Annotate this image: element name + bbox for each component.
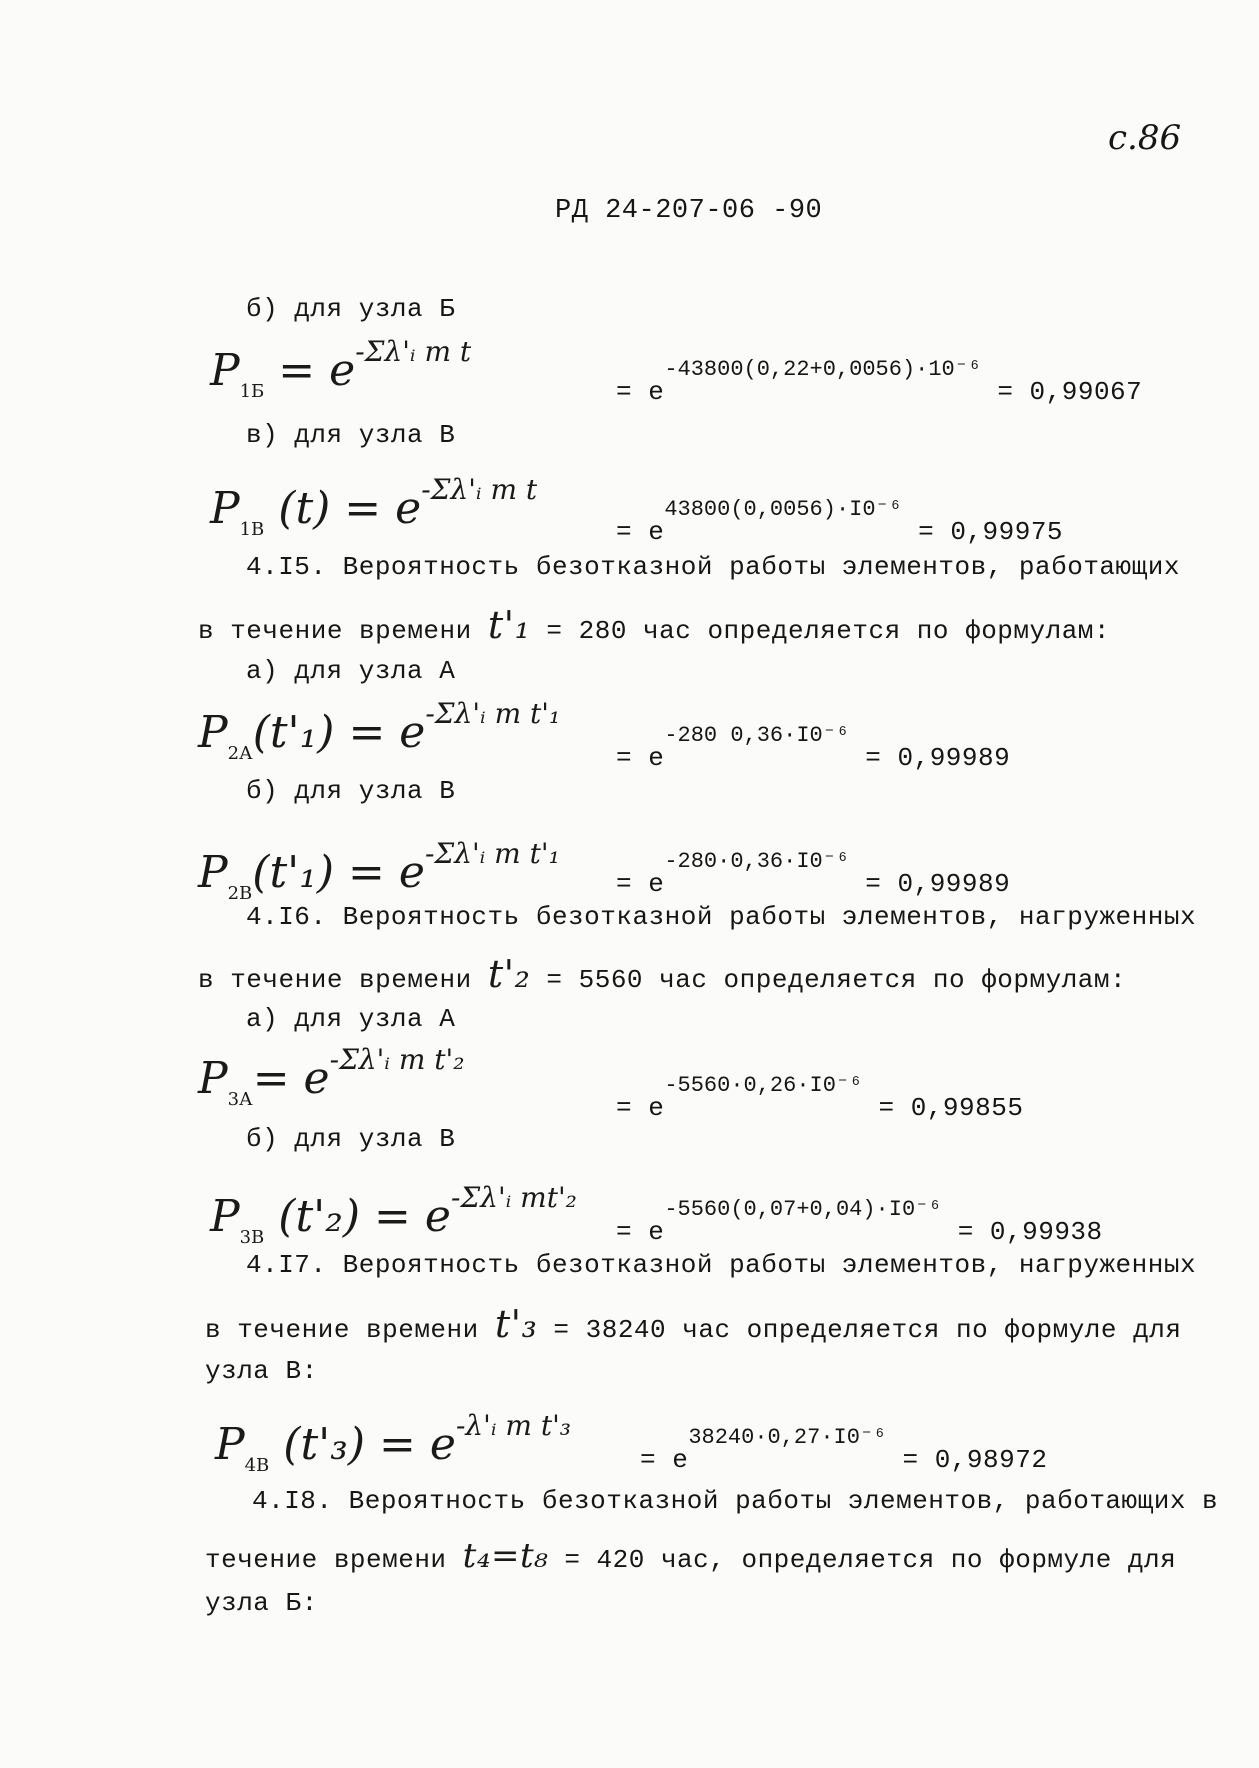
result-exponent: -43800(0,22+0,0056)·10⁻⁶ — [664, 357, 982, 382]
result-p1v — [616, 496, 1063, 547]
p415-label-b: б) для узла В — [246, 776, 456, 806]
formula-sub: 4В — [244, 1455, 270, 1476]
result-exponent: -280 0,36·I0⁻⁶ — [664, 723, 850, 748]
result-value: = 0,99938 — [957, 1217, 1103, 1247]
p417-t-symbol: t'₃ — [494, 1302, 538, 1346]
p416-label-b: б) для узла В — [246, 1124, 456, 1154]
p417-line2a: в течение времени — [205, 1315, 479, 1345]
formula-exponent: -Σλ'ᵢ m t'₁ — [424, 837, 560, 870]
p416-line2 — [198, 952, 1126, 996]
result-pre: = e — [616, 869, 665, 899]
formula-lhs: P — [210, 483, 240, 534]
formula-rhs: = e — [252, 1053, 330, 1104]
formula-lhs: P — [215, 1419, 245, 1470]
formula-lhs: P — [210, 345, 240, 396]
p417-line1: 4.I7. Вероятность безотказной работы элементов, нагруженных — [246, 1250, 1197, 1280]
formula-lhs: P — [198, 707, 228, 758]
formula-sub: 3А — [227, 1089, 253, 1110]
result-value: = 0,99855 — [878, 1093, 1024, 1123]
formula-exponent: -λ'ᵢ m t'₃ — [455, 1409, 571, 1442]
result-pre: = e — [616, 1217, 665, 1247]
p418-line1: 4.I8. Вероятность безотказной работы элементов, работающих в — [252, 1486, 1219, 1516]
formula-p2v — [198, 837, 560, 904]
formula-p1b — [210, 335, 472, 402]
p417-line2b: = 38240 час определяется по формуле для — [553, 1315, 1182, 1345]
label-v-uzel-v: в) для узла В — [246, 420, 456, 450]
formula-exponent: -Σλ'ᵢ m t'₂ — [329, 1043, 465, 1076]
result-exponent: 43800(0,0056)·I0⁻⁶ — [664, 497, 902, 522]
formula-rhs: (t'₃) = e — [283, 1419, 456, 1470]
formula-p3v — [210, 1181, 577, 1248]
formula-rhs: = e — [278, 345, 356, 396]
formula-rhs: (t'₁) = e — [252, 847, 425, 898]
formula-exponent: -Σλ'ᵢ m t — [355, 335, 472, 368]
p415-line2 — [198, 603, 1110, 647]
formula-rhs: (t'₁) = e — [252, 707, 426, 758]
page-number: с.86 — [1108, 118, 1182, 158]
p416-line2a: в течение времени — [198, 965, 472, 995]
label-b-uzel-b: б) для узла Б — [246, 294, 456, 324]
p415-line1: 4.I5. Вероятность безотказной работы элементов, работающих — [246, 552, 1180, 582]
formula-sub: 1В — [239, 519, 265, 540]
result-p2a — [616, 722, 1010, 773]
result-value: = 0,99975 — [918, 517, 1064, 547]
formula-p1v — [210, 473, 538, 540]
formula-sub: 2А — [227, 743, 253, 764]
result-value: = 0,99067 — [997, 377, 1143, 407]
result-p2v — [616, 848, 1010, 899]
p415-line2b: = 280 час определяется по формулам: — [546, 616, 1111, 646]
result-value: = 0,99989 — [865, 743, 1011, 773]
p418-line3: узла Б: — [205, 1588, 318, 1618]
result-p3v — [616, 1196, 1103, 1247]
p418-t-symbol: t₄=t₈ — [462, 1536, 549, 1576]
formula-lhs: P — [210, 1191, 240, 1242]
result-p3a — [616, 1072, 1023, 1123]
result-pre: = e — [640, 1445, 689, 1475]
formula-sub: 3В — [239, 1227, 265, 1248]
p416-line2b: = 5560 час определяется по формулам: — [546, 965, 1127, 995]
formula-lhs: P — [198, 847, 228, 898]
formula-p3a — [198, 1043, 465, 1110]
formula-p4v — [215, 1409, 571, 1476]
p415-label-a: а) для узла А — [246, 656, 456, 686]
formula-lhs: P — [198, 1053, 228, 1104]
result-value: = 0,98972 — [902, 1445, 1048, 1475]
p418-line2 — [205, 1536, 1176, 1576]
result-pre: = e — [616, 517, 665, 547]
formula-rhs: (t'₂) = e — [278, 1191, 451, 1242]
p416-label-a: а) для узла А — [246, 1004, 456, 1034]
result-value: = 0,99989 — [865, 869, 1011, 899]
formula-exponent: -Σλ'ᵢ m t — [421, 473, 538, 506]
formula-rhs: (t) = e — [278, 483, 422, 534]
result-p1b — [616, 356, 1142, 407]
formula-p2a — [198, 697, 561, 764]
doc-code: РД 24-207-06 -90 — [555, 196, 823, 226]
p417-line2 — [205, 1302, 1181, 1346]
formula-sub: 2В — [227, 883, 253, 904]
result-exponent: -5560(0,07+0,04)·I0⁻⁶ — [664, 1197, 942, 1222]
result-pre: = e — [616, 377, 665, 407]
result-pre: = e — [616, 1093, 665, 1123]
result-exponent: -280·0,36·I0⁻⁶ — [664, 849, 850, 874]
p415-t-symbol: t'₁ — [487, 603, 531, 647]
p417-line3: узла В: — [205, 1356, 318, 1386]
p418-line2a: течение времени — [205, 1545, 447, 1575]
p416-t-symbol: t'₂ — [487, 952, 531, 996]
formula-exponent: -Σλ'ᵢ mt'₂ — [450, 1181, 577, 1214]
p418-line2b: = 420 час, определяется по формуле для — [564, 1545, 1177, 1575]
formula-sub: 1Б — [239, 381, 265, 402]
p415-line2a: в течение времени — [198, 616, 472, 646]
result-exponent: -5560·0,26·I0⁻⁶ — [664, 1073, 863, 1098]
result-exponent: 38240·0,27·I0⁻⁶ — [688, 1425, 887, 1450]
formula-exponent: -Σλ'ᵢ m t'₁ — [425, 697, 561, 730]
result-pre: = e — [616, 743, 665, 773]
result-p4v — [640, 1424, 1047, 1475]
p416-line1: 4.I6. Вероятность безотказной работы элементов, нагруженных — [246, 902, 1197, 932]
